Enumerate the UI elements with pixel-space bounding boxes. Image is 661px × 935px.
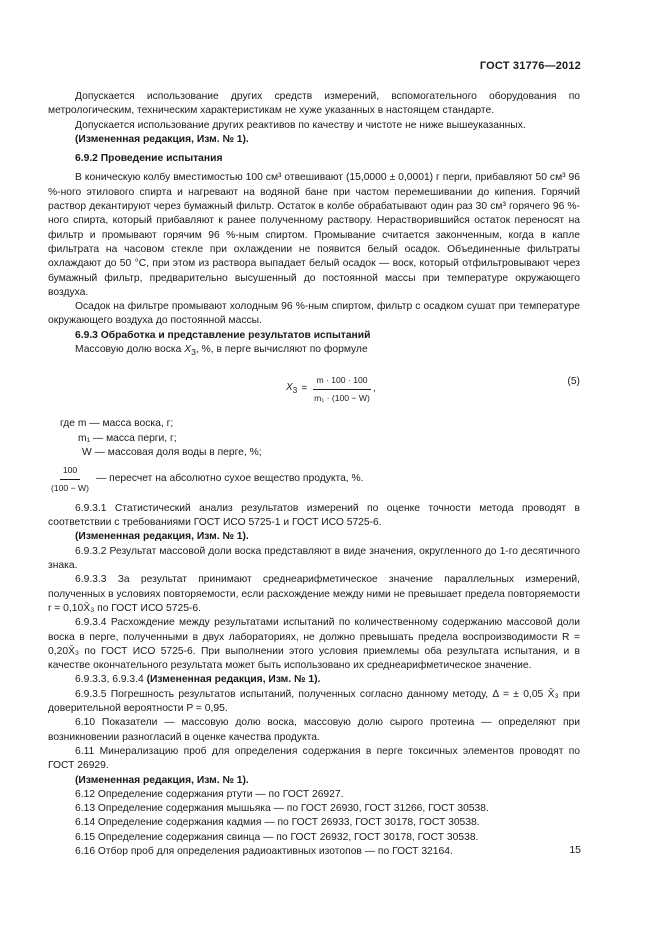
amendment-note: (Измененная редакция, Изм. № 1). <box>75 531 249 543</box>
definition-m: где m — масса воска, г; <box>60 418 174 430</box>
formula-5 <box>48 359 580 417</box>
formula-denominator: m₁ · (100 − W) <box>314 392 370 403</box>
dry-basis-fraction: $\frac{100}{(100 - W)}$ <box>51 465 89 493</box>
paragraph-6-9-3-2: 6.9.3.2 Результат массовой доли воска представляют в виде значения, округленного до 1-го десятичного знака. <box>48 545 580 572</box>
formula-fraction <box>311 373 373 405</box>
paragraph-6-13: 6.13 Определение содержания мышьяка — по ГОСТ 26930, ГОСТ 31266, ГОСТ 30538. <box>75 803 489 815</box>
formula-number: (5) <box>567 376 580 388</box>
paragraph-6-15: 6.15 Определение содержания свинца — по ГОСТ 26932, ГОСТ 30178, ГОСТ 30538. <box>75 831 479 843</box>
paragraph-6-9-3-4: 6.9.3.4 Расхождение между результатами испытаний по количественному содержанию массовой доли воска в перге, полученными в двух лабораториях, не должно превышать предела воспроизводимости R = 0,20X̄₃ по ГОСТ ИСО 5725-6. При выполнении этого условия приемлемы оба результата испытания, и в качестве окончательного результата может быть использовано их среднеарифметическое значение. <box>48 617 580 672</box>
definition-m1: m₁ — масса перги, г; <box>78 432 177 444</box>
amendment-note: (Измененная редакция, Изм. № 1). <box>75 774 249 786</box>
paragraph-reagents: Допускается использование других реактивов по качеству и чистоте не ниже вышеуказанных. <box>75 119 526 131</box>
section-heading-6-9-2: 6.9.2 Проведение испытания <box>75 153 223 165</box>
formula-definitions <box>60 417 580 460</box>
definition-w: W — массовая доля воды в перге, %; <box>82 446 262 458</box>
paragraph-6-16: 6.16 Отбор проб для определения радиоактивных изотопов — по ГОСТ 32164. <box>75 846 453 857</box>
paragraph-equipment: Допускается использование других средств измерений, вспомогательного оборудования по метрологическим, техническим характеристикам не хуже указанных в настоящем стандарте. <box>48 91 580 117</box>
paragraph-6-11: 6.11 Минерализацию проб для определения содержания в перге токсичных элементов проводят по ГОСТ 26929. <box>48 745 580 772</box>
document-header: ГОСТ 31776—2012 <box>479 60 581 72</box>
paragraph-washing: Осадок на фильтре промывают холодным 96 %-ным спиртом, фильтр с осадком сушат при температуре окружающего воздуха до постоянной массы. <box>48 301 580 327</box>
amendment-note-6-9-3-3-4: 6.9.3.3, 6.9.3.4 (Измененная редакция, Изм. № 1). <box>75 674 321 686</box>
paragraph-6-9-3-3: 6.9.3.3 За результат принимают среднеарифметическое значение параллельных измерений, полученных в условиях повторяемости, если расхождение между ними не превышает предела повторяемости r = 0,10X̄₃ по ГОСТ ИСО 5725-6. <box>48 574 580 614</box>
amendment-note: (Измененная редакция, Изм. № 1). <box>75 133 249 145</box>
page-number: 15 <box>569 844 581 856</box>
paragraph-procedure: В коническую колбу вместимостью 100 см³ отвешивают (15,0000 ± 0,0001) г перги, прибавляют 50 см³ 96 %-ного этилового спирта и нагревают на водяной бане при частом перемешивании до кипения. Горячий раствор декантируют через бумажный фильтр. Остаток в колбе обрабатывают один раз 30 см³ горячего 96 %-ного спирта, который прибавляют к ранее полученному раствору. Нерастворившийся остаток переносят на фильтр и промывают горячим 96 %-ным спиртом. Промывание считается законченным, когда в капле фильтрата на часовом стекле при охлаждении не появится белый осадок. Объединенные фильтраты охлаждают до 50 °С, при этом из раствора выпадает белый осадок — воск, который отфильтровывают через бумажный фильтр, предварительно высушенный до постоянной массы при температуре окружающего воздуха. <box>48 172 580 298</box>
paragraph-6-10: 6.10 Показатели — массовую долю воска, массовую долю сырого протеина — определяют при возникновении разногласий в оценке качества продукта. <box>48 717 580 743</box>
paragraph-6-9-3-1: 6.9.3.1 Статистический анализ результатов измерений по оценке точности метода проводят в соответствии с требованиями ГОСТ ИСО 5725-1 и ГОСТ ИСО 5725-6. <box>48 502 580 529</box>
formula-expression: $X_3$ = $\frac{m \cdot 100 \cdot 100}{\text{m₁ · (100 − W)}}$ , <box>286 373 376 405</box>
formula-numerator: m · 100 · 100 <box>313 373 370 389</box>
paragraph-6-9-3-5: 6.9.3.5 Погрешность результатов испытаний, полученных согласно данному методу, Δ = ± 0,05 X̄₃ при доверительной вероятности P = 0,95. <box>48 688 580 715</box>
paragraph-6-14: 6.14 Определение содержания кадмия — по ГОСТ 26933, ГОСТ 30178, ГОСТ 30538. <box>75 817 480 829</box>
definition-dry-basis: $\frac{100}{(100 - W)}$ — пересчет на абсолютно сухое вещество продукта, %. <box>48 463 580 495</box>
section-heading-6-9-3: 6.9.3 Обработка и представление результатов испытаний <box>75 329 371 341</box>
paragraph-formula-intro: Массовую долю воска $X_3$, %, в перге вычисляют по формуле <box>75 344 368 358</box>
paragraph-6-12: 6.12 Определение содержания ртути — по ГОСТ 26927. <box>75 788 344 800</box>
page-body <box>48 90 580 859</box>
